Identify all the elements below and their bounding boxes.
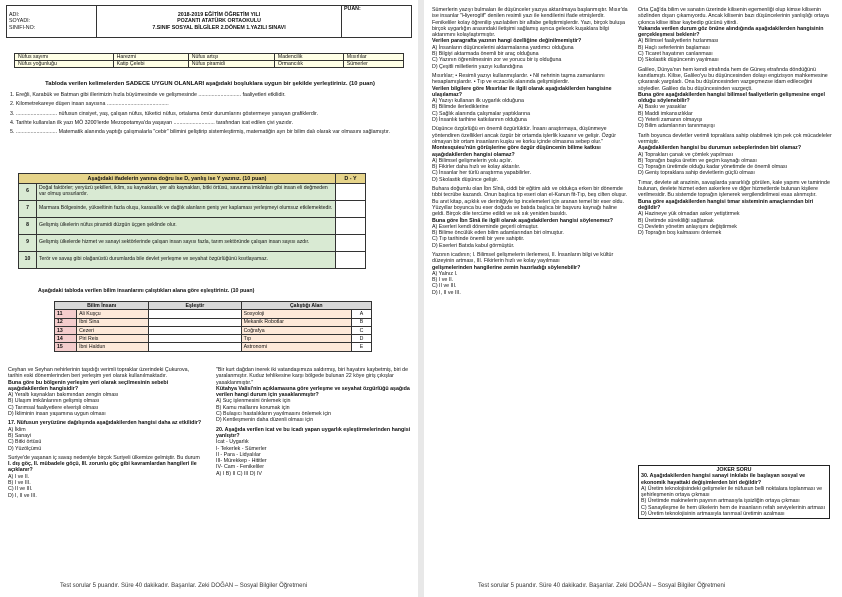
option[interactable]: B) I ve III. <box>8 480 31 487</box>
question-stem: Buna göre aşağıdakilerden hangisi tımar sisteminin amaçlarından biri değildir? <box>638 198 814 211</box>
header-line: 7.SINIF SOSYAL BİLGİLER 2.DÖNEM 1.YAZILI SINAVI <box>152 24 286 31</box>
row-number: 11 <box>55 310 77 318</box>
question-item: 3. ............................ nüfusun cinsiyet, yaş, çalışan nüfus, tüketici nüfus, ortalama ömür durumlarını göstermeye yarayan grafiklerdir. <box>10 110 318 117</box>
word-cell: Ormancılık <box>274 61 343 68</box>
question-stem: gelişmelerinden hangilerine zemin hazırladığı söylenebilir? <box>432 264 581 271</box>
true-false-header: Aşağıdaki ifadelerin yanına doğru ise D, yanlış ise Y yazınız. (10 puan) <box>19 174 336 184</box>
field-name: Mekanik Robotlar <box>241 318 351 326</box>
question-prompt <box>8 420 204 426</box>
word-cell: Harezmi <box>113 54 188 61</box>
field-letter: E <box>351 343 371 351</box>
option[interactable]: B) Toprağın başka üretim ve geçim kaynağı olması <box>638 157 757 164</box>
option[interactable]: A) Bilimsel gelişmelerin yolu açılır. <box>432 157 513 164</box>
option[interactable]: IV- Cam - Fenikeliler <box>216 464 264 471</box>
question-block <box>432 7 628 70</box>
fill-in-section <box>10 81 410 135</box>
row-number: 7 <box>19 201 37 218</box>
question-stem: Verilen paragrafta yazının hangi özelliğine değinilmemiştir? <box>432 38 582 45</box>
question-number: 17. <box>8 420 16 427</box>
table-row <box>55 326 372 334</box>
header-title <box>97 6 342 38</box>
question-text: Buhara doğumlu olan İbn Sînâ, ciddi bir eğitim aldı ve oldukça erken bir dönemde tıbbi tecrübe kazandı. Onun başlıca tıp eseri olan el-Kanun fit-Tıp, beş cilten oluşur. Bu anıt kitap, açıklık ve derinliğiyle tıp incelemeleri için aranan temel bir eser oldu. Yüzyıllar boyunca bu eser doğuda ve batıda başlıca bir başvuru kaynağı haline geldi. Birçok dile tercüme edildi ve sık sık yeniden basıldı. <box>432 186 628 218</box>
matching-head: Bilim İnsanı <box>55 302 149 310</box>
answer-cell[interactable] <box>336 218 366 235</box>
question-item: 1. Ereğli, Karabük ve Batman gibi illerimizin hızla büyümesinde ve gelişmesinde ............................. faaliyetleri etkilidir. <box>10 92 286 98</box>
option[interactable]: C) Tıp tarihinde önemli bir yere sahiptir. <box>432 236 525 243</box>
table-row <box>55 318 372 326</box>
question-stem: I. dış göç, II. mübadele göçü, III. zorunlu göç gibi kavramlardan hangileri ile açıklanır? <box>8 461 197 474</box>
matching-title: Aşağıdaki tabloda verilen bilim insanlarını çalıştıkları alana göre eşleştiriniz. (10 puan) <box>38 288 255 294</box>
option[interactable]: D) Geniş topraklara sahip devletlerin güçlü olması <box>638 170 755 177</box>
option[interactable]: B) Üretimde sürekliliği sağlamak <box>638 217 714 224</box>
option[interactable]: D) Kentleşmenin daha düzenli olması için <box>216 417 314 424</box>
question-block <box>638 180 834 237</box>
matching-head: Çalıştığı Alan <box>241 302 371 310</box>
right-column-2 <box>638 7 834 239</box>
table-row <box>19 184 366 201</box>
table-row <box>19 218 366 235</box>
table-row <box>19 235 366 252</box>
option[interactable]: C) II ve III. <box>432 283 457 290</box>
option[interactable]: D) İkliminin insan yaşamına uygun olması <box>8 411 106 418</box>
match-cell[interactable] <box>149 326 241 334</box>
option[interactable]: A) İnsanların düşüncelerini aktarmalarına yardımcı olduğuna <box>432 44 574 51</box>
row-statement: Terör ve savaş gibi olağanüstü durumlarda bile devlet yerleşme ve seyahat özgürlüğünü kısıtlayamaz. <box>37 252 336 269</box>
field-letter: D <box>351 335 371 343</box>
scientist-name: Piri Reis <box>77 335 149 343</box>
option[interactable]: A) Yazıyı kullanan ilk uygarlık olduğuna <box>432 98 524 105</box>
row-number: 8 <box>19 218 37 235</box>
word-cell: Mısırlılar <box>343 54 403 61</box>
question-text: Suriye'de yaşanan iç savaş nedeniyle birçok Suriyeli ülkemize gelmiştir. Bu durum <box>8 454 200 461</box>
question-block <box>432 126 628 183</box>
question-prompt <box>638 26 834 39</box>
question-text: Sümerlerin yazıyı bulmaları ile düşünceler yazıya aktarılmaya başlanmıştır. Mısır'da ise insanlar "Hiyeroglif" denilen resimli yazı ile kendilerini ifade etmişlerdir. Fenikeliler kolay öğrenilip yazılabilen bir alfabe geliştirmişlerdir. Yazı, birçok buluşa birçok uygarlığın arasındaki iletişimi sağlamış ayrıca gelecek kuşaklara bilgi aktarımını kolaylaştırmıştır. <box>432 7 628 39</box>
question-block <box>216 367 412 424</box>
joker-text: 30. Aşağıdakilerden hangisi sanayi inkılabı ile başlayan sosyal ve ekonomik hayattaki değişimlerden biri değildir? <box>641 473 806 486</box>
question-text: Ceyhan ve Seyhan nehirlerinin taşıdığı verimli topraklar üzerindeki Çukurova, tarihin eski dönemlerinden beri yerleşim yeri olarak kullanılmaktadır. <box>8 367 190 380</box>
row-statement: Marmara Bölgesinde, yükseltinin fazla oluşu, karasallık ve dağlık alanların geniş yer kaplaması yerleşmeyi olumsuz etkilemektedir. <box>37 201 336 218</box>
answer-cell[interactable] <box>336 201 366 218</box>
option[interactable]: B) Üretimde makinelerin payının artmasıyla işsizliğin ortaya çıkması <box>641 498 800 505</box>
question-block <box>432 186 628 249</box>
header-labels <box>7 6 97 38</box>
question-text: Yazının icadının; I. Bilimsel gelişmelerin ilerlemesi, II. İnsanların bilgi ve kültür düzeyinin artması, III. Fikirlerin hızlı ve kolay yayılması <box>432 251 614 265</box>
label-adi: ADI: <box>9 11 20 18</box>
row-number: 13 <box>55 326 77 334</box>
word-cell: Madencilik <box>274 54 343 61</box>
true-false-table <box>18 173 366 269</box>
question-prompt <box>638 199 834 212</box>
question-block <box>8 420 204 451</box>
header-puan: PUAN: <box>342 6 412 38</box>
row-number: 10 <box>19 252 37 269</box>
page-left <box>4 5 414 593</box>
row-statement: Gelişmiş ülkelerde hizmet ve sanayi sektörlerinde çalışan insan sayısı fazla, tarım sektöründe çalışan insan sayısı azdır. <box>37 235 336 252</box>
option[interactable]: C) Yazının öğrenilmesinin zor ve yorucu bir iş olduğuna <box>432 57 562 64</box>
option[interactable]: A) I ve II. <box>8 473 30 480</box>
field-name: Coğrafya <box>241 326 351 334</box>
left-column-2 <box>216 367 412 480</box>
option[interactable]: B) Bilimde ilerlediklerine <box>432 104 489 111</box>
section-title: Tabloda verilen kelimelerden SADECE UYGUN OLANLARI aşağıdaki boşluklara uygun bir şekilde yerleştiriniz. (10 puan) <box>45 81 375 87</box>
row-statement: Doğal faktörler; yeryüzü şekilleri, iklim, su kaynakları, yer altı kaynakları, bitki örtüsü, savunma imkânları gibi insan eli değmeden var olmuş unsurlardır. <box>37 184 336 201</box>
question-prompt <box>216 427 412 440</box>
page-right <box>428 5 836 593</box>
option[interactable]: C) Sağlık alanında çalışmalar yaptıklarına <box>432 110 531 117</box>
page-gutter <box>418 0 424 597</box>
table-row <box>19 252 366 269</box>
question-block <box>638 133 834 177</box>
table-row <box>55 343 372 351</box>
option[interactable]: D) I, II ve III. <box>432 289 461 296</box>
question-text: Orta Çağ'da bilim ve sanatın üzerinde kilisenin egemenliği olup kimse kilisenin sözlinden dışarı çıkamıyordu. Ancak kilisenin bazı düşüncelerinin yanlışlığı ortaya çıkınca kilise itibar kaybedip gücünü yitirdi. <box>638 7 829 26</box>
option[interactable]: A) Yeraltı kaynakları bakımından zengin olması <box>8 392 119 399</box>
option[interactable]: B) Bilgiyi aktarmada önemli bir araç olduğuna <box>432 51 539 58</box>
question-block <box>432 73 628 123</box>
field-name: Tıp <box>241 335 351 343</box>
option[interactable]: B) Haçlı seferlerinin başlaması <box>638 44 710 51</box>
option[interactable]: A) Eserleri kendi döneminde geçerli olmuştur. <box>432 223 539 230</box>
option[interactable]: D) Eserleri Batıda kabul görmüştür. <box>432 242 515 249</box>
match-cell[interactable] <box>149 343 241 351</box>
table-row <box>55 335 372 343</box>
option[interactable]: D) Yüzölçümü <box>8 445 42 452</box>
answer-cell[interactable] <box>336 252 366 269</box>
option[interactable]: I- Tekerlek - Sümerler <box>216 445 267 452</box>
dy-header: D - Y <box>336 174 366 184</box>
question-text: Mısırlılar; • Resimli yazıyı kullanmışlardır. • Nil nehrinin taşma zamanlarını hesaplamışlardır. • Tıp ve eczacılık alanında gelişmişlerdir. <box>432 72 605 86</box>
option[interactable]: A) Bilimsel faaliyetlerin hızlanması <box>638 38 719 45</box>
option[interactable]: D) Skolastik düşüncenin yayılması <box>638 57 719 64</box>
answer-cell[interactable] <box>336 184 366 201</box>
left-column-1 <box>8 367 204 502</box>
question-prompt <box>638 92 834 105</box>
match-cell[interactable] <box>149 318 241 326</box>
option[interactable]: C) Ticaret hayatının canlanması <box>638 51 713 58</box>
option[interactable]: C) Yeterli zamanın olmayışı <box>638 117 703 124</box>
header-line: 2018-2019 EĞİTİM ÖĞRETİM YILI <box>177 11 261 18</box>
option[interactable]: B) Fikirler daha hızlı ve kolay aktarılır. <box>432 164 521 171</box>
row-number: 6 <box>19 184 37 201</box>
question-stem: Buna göre İbn Sînâ ile ilgili olarak aşağıdakilerden hangisi söylenemez? <box>432 217 614 224</box>
field-name: Astronomi <box>241 343 351 351</box>
word-table <box>14 53 404 68</box>
option[interactable]: C) İnsanlar her türlü araştırma yapabilirler. <box>432 170 531 177</box>
scientist-name: Cezeri <box>77 326 149 334</box>
option[interactable]: II - Para - Lidyalılar <box>216 451 261 458</box>
option[interactable]: D) Skolastik düşünce gelişir. <box>432 176 499 183</box>
word-cell: Sümerler <box>343 61 403 68</box>
option[interactable]: İcat - Uygarlık <box>216 439 249 446</box>
field-letter: A <box>351 310 371 318</box>
question-prompt <box>8 461 204 474</box>
question-prompt <box>432 86 628 99</box>
question-stem: Montesquieu'nün görüşlerine göre özgür düşüncenin bilime katkısı aşağıdakilerden hangisi olamaz? <box>432 145 601 158</box>
question-stem: Verilen bilgilere göre Mısırlılar ile ilgili olarak aşağıdakilerden hangisine ulaşılamaz? <box>432 85 612 98</box>
question-text: Galileo, Dünya'nın hem kendi etrafında hem de Güneş etrafında döndüğünü kanıtlamıştı. Kilise, Galileo'yu bu düşüncesinden dolayı engizisyon mahkemesine çıkararak yargıladı. Ona bu düşüncesinden vazgeçmezse idam edileceğini söyledler. Galileo da bu düşüncesinden vazgeçti. <box>638 66 828 92</box>
row-statement: Gelişmiş ülkelerin nüfus piramidi düzgün üçgen şeklinde olur. <box>37 218 336 235</box>
row-number: 14 <box>55 335 77 343</box>
question-prompt <box>432 218 628 224</box>
matching-head: Eşleştir <box>149 302 241 310</box>
question-text: Tımar, devlete ait arazinin, savaşlarda yararlılığı görülen, kale yapımı ve tamirinde bulunan, devlete hizmet eden askerlere ve diğer hizmetlerde bulunan kişilere verilmesidir. Bu sistemde toprağın işlenerek vergilendirilmesi esas alınmıştır. <box>638 179 830 199</box>
match-cell[interactable] <box>149 335 241 343</box>
question-stem: Kütahya Valisi'nin açıklamasına göre yerleşme ve seyahat özgürlüğü aşağıda verilen hangi durum için yasaklanmıştır? <box>216 385 410 399</box>
question-prompt <box>8 380 204 393</box>
question-block <box>432 252 628 296</box>
option[interactable]: III- Mürekkep - Hititler <box>216 458 267 465</box>
right-column-1 <box>432 7 628 299</box>
label-sinifi: SINIFI-NO: <box>9 24 36 31</box>
question-prompt <box>216 386 412 399</box>
table-row <box>55 310 372 318</box>
match-cell[interactable] <box>149 310 241 318</box>
word-cell: Nüfus piramidi <box>188 61 274 68</box>
option[interactable]: A) Baskı ve yasaklar <box>638 104 687 111</box>
matching-table <box>54 301 372 352</box>
scientist-name: İbni Sina <box>77 318 149 326</box>
question-text: "Bir kurt dağdan inerek iki vatandaşımıza saldırmış, biri hayatını kaybetmiş, biri de yaralanmıştır. Kuduz tehlikesine karşı bölgede bulunan 22 köye giriş çıkışlar yasaklanmıştır." <box>216 367 409 386</box>
option[interactable]: B) Ulaşım imkânlarının gelişmiş olması <box>8 398 100 405</box>
word-cell: Katip Çelebi <box>113 61 188 68</box>
question-item: 2. Kilometrekareye düşen insan sayısına .......................................... <box>10 101 169 108</box>
table-row <box>19 201 366 218</box>
option[interactable]: A) Üretim teknolojisindeki gelişmeler ile nüfusun belli noktalara toplanması ve şehirleşmenin ortaya çıkması <box>641 485 823 499</box>
option[interactable]: D) İnsanlık tarihine katkılarının olduğuna <box>432 117 527 124</box>
option[interactable]: D) Çeşitli milletlerin yazıyı kullandığına <box>432 63 523 70</box>
option[interactable]: D) Üretim teknolojisinin artmasıyla tarımsal üretimin azalması <box>641 511 785 518</box>
scientist-name: İbni Haldun <box>77 343 149 351</box>
option[interactable]: D) Bilim adamlarının tanınmayışı <box>638 123 715 130</box>
exam-header <box>6 5 412 38</box>
word-cell: Nüfus sayımı <box>15 54 114 61</box>
option[interactable]: B) Maddi imkansızlıklar <box>638 110 693 117</box>
question-text: Tarih boyunca devletler verimli topraklara sahip olabilmek için pek çok mücadeleler vermiştir. <box>638 132 832 145</box>
word-cell: Nüfus artışı <box>188 54 274 61</box>
joker-title: JOKER SORU <box>716 467 752 473</box>
question-block <box>638 67 834 130</box>
question-block <box>216 427 412 477</box>
answer-cell[interactable] <box>336 235 366 252</box>
question-stem: Aşağıdakilerden hangisi bu durumun sebeplerinden biri olamaz? <box>638 145 802 152</box>
question-item: 4. Tarihte kullanılan ilk yazı MÖ 3200'lerde Mezopotamya'da yaşayan ............................ tarafından icat edilen çivi yazıdır. <box>10 119 294 126</box>
page-footer: Test sorular 5 puandır. Süre 40 dakikadır. Başarılar. Zeki DOĞAN – Sosyal Bilgiler Öğretmeni <box>60 583 308 589</box>
label-soyadi: SOYADI: <box>9 18 31 25</box>
question-block <box>8 367 204 417</box>
option[interactable]: A) Toprakları çanak ve çömlek yapılması <box>638 151 733 158</box>
header-line: POZANTI ATATÜRK ORTAOKULU <box>177 18 261 25</box>
question-block <box>638 7 834 64</box>
option[interactable]: C) II ve III. <box>8 486 33 493</box>
page-footer: Test sorular 5 puandır. Süre 40 dakikadır. Başarılar. Zeki DOĞAN – Sosyal Bilgiler Öğretmeni <box>478 583 726 589</box>
option[interactable]: C) Bulaşıcı hastalıkların yayılmasını önlemek için <box>216 411 332 418</box>
option[interactable]: A) İklim <box>8 426 26 433</box>
option[interactable]: A) Suç işlenmesini önlemek için <box>216 398 291 405</box>
field-letter: C <box>351 326 371 334</box>
option[interactable]: C) Tarımsal faaliyetlere elverişli olması <box>8 404 99 411</box>
option[interactable]: C) Toprağın üretimde olduğu kadar yönetimde de önemli olması <box>638 164 788 171</box>
row-number: 15 <box>55 343 77 351</box>
question-number: 20. <box>216 426 224 433</box>
question-stem: Aşağıda verilen icat ve bu icadı yapan uygarlık eşleştirmelerinden hangisi yanlıştır? <box>216 426 411 439</box>
option[interactable]: C) Sanayileşme ile hem ülkelerin hem de insanların refah seviyelerinin artması <box>641 504 826 511</box>
field-letter: B <box>351 318 371 326</box>
question-block <box>8 455 204 499</box>
row-number: 12 <box>55 318 77 326</box>
joker-question <box>638 465 830 519</box>
option[interactable]: D) Toprağın boş kalmasını önlemek <box>638 230 722 237</box>
question-item: 5. ............................ Matematik alanında yaptığı çalışmalarla "cebir" bilimini geliştirip sistemleştirmiş, matematiğin ayrı bir bilim dalı olarak var olmasını sağlamıştır. <box>10 129 390 136</box>
option[interactable]: C) Devletin yönetim anlayışını değiştirmek <box>638 223 737 230</box>
option[interactable]: B) I ve II. <box>432 277 454 284</box>
scientist-name: Ali Kuşçu <box>77 310 149 318</box>
option[interactable]: B) Sanayi <box>8 432 31 439</box>
option[interactable]: C) Bitki örtüsü <box>8 439 42 446</box>
question-stem: Buna göre bu bölgenin yerleşim yeri olarak seçilmesinin sebebi aşağıdakilerden hangisidir? <box>8 379 169 392</box>
option[interactable]: B) Kamu mallarını korumak için <box>216 404 290 411</box>
option[interactable]: A) Hazineye yük olmadan asker yetiştirmek <box>638 211 740 218</box>
question-stem: Nüfusun yeryüzüne dağılışında aşağıdakilerden hangisi daha az etkilidir? <box>16 420 202 427</box>
option[interactable]: B) Bilime öncülük eden bilim adamlarından biri olmuştur. <box>432 230 564 237</box>
option[interactable]: A) I B) II C) III D) IV <box>216 470 262 477</box>
row-number: 9 <box>19 235 37 252</box>
word-cell: Nüfus yoğunluğu <box>15 61 114 68</box>
question-prompt <box>432 145 628 158</box>
question-stem: Yukarıda verilen durum göz önüne alındığında aşağıdakilerden hangisinin gerçekleşmesi beklenir? <box>638 25 824 39</box>
field-name: Sosyoloji <box>241 310 351 318</box>
option[interactable]: D) I, II ve III. <box>8 492 37 499</box>
question-stem: Buna göre aşağıdakilerden hangisi bilimsel faaliyetlerin gelişmesine engel olduğu söylenebilir? <box>638 91 825 105</box>
question-text: Düşünce özgürlüğü en önemli özgürlüktür. İnsanı araştırmaya, düşünmeye yöntendiren özellikleri ancak özgür bir ortamda işlerlik kazanır ve gelişir. Özgür olmayan bir ortam insanların kuşku ve korku içinde olmasına sebep olur." <box>432 126 616 145</box>
option[interactable]: A) Yalnız I. <box>432 270 458 277</box>
